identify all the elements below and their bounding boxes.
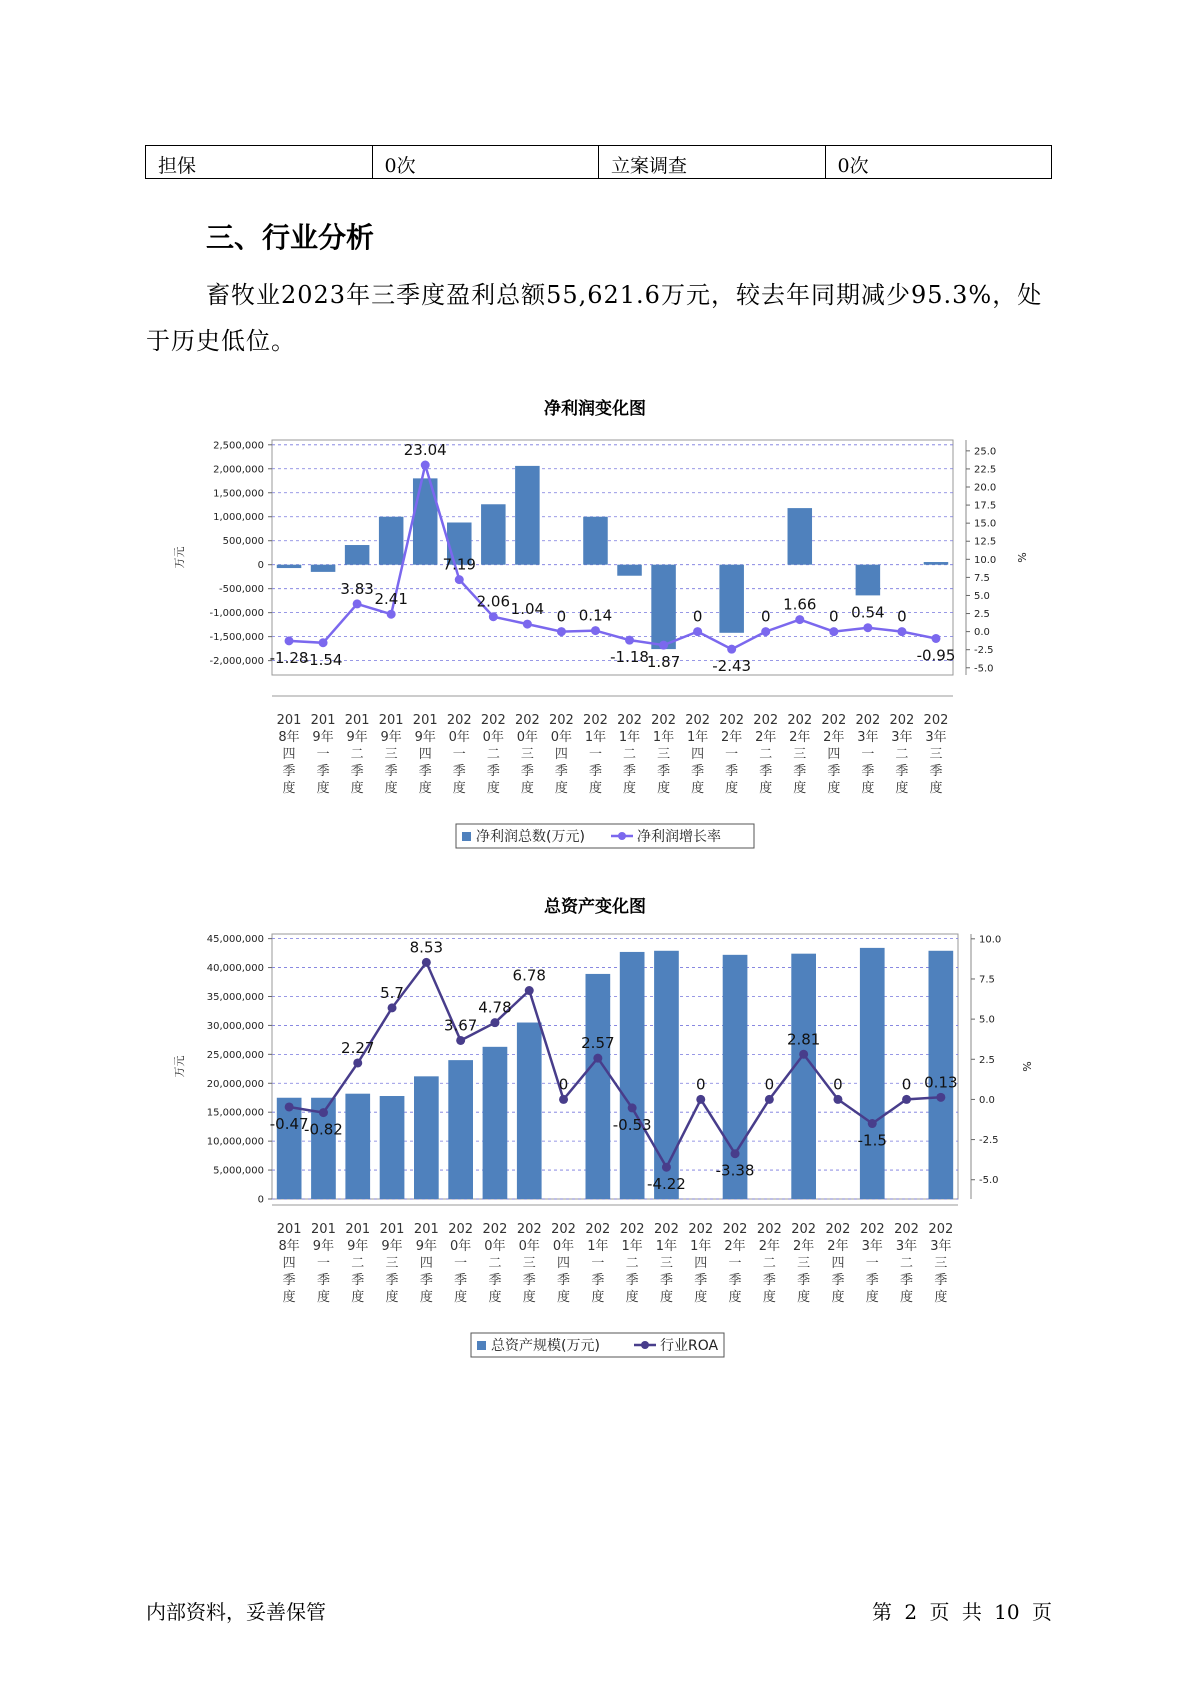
y2-tick-label: 15.0 <box>974 518 997 530</box>
y-tick-label: -1,500,000 <box>209 632 264 644</box>
x-tick-label: 202 3年二季度 <box>889 713 915 796</box>
line-point <box>559 1095 568 1104</box>
data-label: 1.04 <box>510 600 545 619</box>
x-tick-label: 202 2年四季度 <box>825 1222 851 1305</box>
bar <box>414 1076 439 1199</box>
line-point <box>829 627 838 636</box>
line-point <box>353 1058 362 1067</box>
line-point <box>625 636 634 645</box>
line-point <box>557 627 566 636</box>
total-assets-chart <box>140 888 1050 1354</box>
x-tick-label: 202 1年四季度 <box>688 1222 714 1305</box>
line-point <box>285 1102 294 1111</box>
y2-tick-label: 10.0 <box>979 934 1002 946</box>
bar <box>586 974 611 1199</box>
x-tick-label: 202 3年一季度 <box>859 1222 885 1305</box>
y2-tick-label: 17.5 <box>974 500 997 512</box>
x-tick-label: 201 9年二季度 <box>345 1222 371 1305</box>
data-label: 3.83 <box>340 579 374 598</box>
line-point <box>591 626 600 635</box>
chart-svg <box>140 888 1050 1354</box>
line-point <box>696 1095 705 1104</box>
bar <box>345 545 370 565</box>
x-tick-label: 202 0年二季度 <box>482 1222 508 1305</box>
data-label: 7.19 <box>442 555 476 574</box>
y2-tick-label: 20.0 <box>974 482 997 494</box>
y-tick-label: 45,000,000 <box>206 934 264 946</box>
table-cell: 立案调查 <box>599 146 826 179</box>
bar <box>617 565 642 576</box>
y2-tick-label: 0.0 <box>979 1094 995 1106</box>
y2-tick-label: -2.5 <box>974 645 994 657</box>
data-label: -0.53 <box>612 1115 652 1134</box>
line-point <box>931 634 940 643</box>
line-point <box>731 1149 740 1158</box>
line-point <box>902 1095 911 1104</box>
y2-tick-label: 2.5 <box>974 609 990 621</box>
y-tick-label: 2,500,000 <box>213 440 264 452</box>
data-label: 0.13 <box>924 1073 958 1092</box>
bar <box>277 1098 302 1199</box>
x-tick-label: 202 0年三季度 <box>514 713 540 796</box>
y-tick-label: 500,000 <box>222 536 264 548</box>
data-label: 0.54 <box>851 603 885 622</box>
line-point <box>456 1036 465 1045</box>
line-point <box>490 1018 499 1027</box>
legend-bar-swatch <box>462 832 471 841</box>
line-point <box>353 599 362 608</box>
line-point <box>693 627 702 636</box>
y-tick-label: -2,000,000 <box>209 656 264 668</box>
data-label: -0.95 <box>916 646 956 665</box>
data-label: 23.04 <box>403 441 447 460</box>
chart-title: 总资产变化图 <box>544 897 646 917</box>
line-point <box>422 958 431 967</box>
data-label: 0 <box>901 1075 912 1094</box>
data-label: -1.5 <box>857 1131 887 1150</box>
y2-tick-label: 22.5 <box>974 464 997 476</box>
x-tick-label: 202 3年二季度 <box>894 1222 919 1305</box>
y2-tick-label: 7.5 <box>974 572 990 584</box>
x-tick-label: 201 8年四季度 <box>276 1222 302 1305</box>
x-tick-label: 201 9年三季度 <box>379 1222 405 1305</box>
data-label: 0 <box>897 607 907 626</box>
line-point <box>662 1163 671 1172</box>
x-tick-label: 202 3年三季度 <box>928 1222 954 1305</box>
y-tick-label: 40,000,000 <box>206 963 264 975</box>
table-cell: 担保 <box>146 146 373 179</box>
bar <box>345 1094 370 1199</box>
y-tick-label: 5,000,000 <box>213 1165 264 1177</box>
y-tick-label: 2,000,000 <box>213 464 264 476</box>
data-label: 0 <box>760 607 771 626</box>
data-label: 6.78 <box>512 966 546 985</box>
legend-label: 净利润总数(万元) <box>476 829 585 845</box>
x-tick-label: 202 1年一季度 <box>585 1222 611 1305</box>
data-label: 2.06 <box>476 592 511 611</box>
bar <box>515 466 540 565</box>
line-point <box>761 627 770 636</box>
net-profit-chart <box>140 390 1050 845</box>
x-tick-label: 202 2年二季度 <box>756 1222 782 1305</box>
legend-label: 总资产规模(万元) <box>491 1338 600 1354</box>
y2-tick-label: -5.0 <box>974 663 994 675</box>
data-label: 0 <box>558 1075 569 1094</box>
table-row <box>146 146 1052 179</box>
x-tick-label: 202 2年一季度 <box>719 713 745 796</box>
line-point <box>489 612 498 621</box>
analysis-paragraph: 畜牧业2023年三季度盈利总额55,621.6万元，较去年同期减少95.3%，处于历史低位。 <box>146 281 1043 355</box>
x-tick-label: 202 1年四季度 <box>685 713 711 796</box>
plot-area <box>269 934 958 1199</box>
x-tick-label: 202 1年一季度 <box>583 713 608 796</box>
y2-tick-label: -2.5 <box>979 1135 999 1147</box>
data-label: 0 <box>764 1075 775 1094</box>
data-label: -0.47 <box>269 1114 309 1133</box>
line-point <box>863 623 872 632</box>
y-tick-label: -1,000,000 <box>209 608 264 620</box>
data-label: 4.78 <box>478 998 512 1017</box>
bar <box>483 1047 508 1199</box>
x-tick-label: 201 8年四季度 <box>276 713 302 796</box>
line-point <box>523 620 532 629</box>
x-tick-label: 201 9年四季度 <box>413 1222 439 1305</box>
y-tick-label: 0 <box>257 560 264 572</box>
y-tick-label: 15,000,000 <box>206 1107 264 1119</box>
x-tick-label: 202 2年三季度 <box>791 1222 817 1305</box>
footer-page-number: 第 2 页 共 10 页 <box>872 1600 1052 1624</box>
legend-bar-swatch <box>477 1341 486 1350</box>
x-tick-label: 202 0年二季度 <box>480 713 506 796</box>
bar <box>583 517 608 565</box>
y2-tick-label: 12.5 <box>974 536 997 548</box>
line-point <box>421 461 430 470</box>
y2-tick-label: 7.5 <box>979 974 995 986</box>
y2-tick-label: 5.0 <box>979 1014 995 1026</box>
data-label: 3.67 <box>443 1016 478 1035</box>
table-cell: 0次 <box>372 146 599 179</box>
x-tick-label: 202 0年四季度 <box>551 1222 576 1305</box>
bar <box>517 1023 542 1199</box>
bar <box>788 508 813 565</box>
legend-line-marker <box>641 1341 649 1349</box>
data-label: 1.66 <box>783 595 817 614</box>
line-point <box>833 1095 842 1104</box>
line-point <box>868 1119 877 1128</box>
line-point <box>628 1103 637 1112</box>
y2-tick-label: 0.0 <box>974 627 990 639</box>
data-label: 0 <box>695 1075 706 1094</box>
y-tick-label: 25,000,000 <box>206 1049 264 1061</box>
data-label: 0 <box>692 607 703 626</box>
y-axis-title: 万元 <box>173 546 186 569</box>
line-point <box>765 1095 774 1104</box>
data-label: -2.43 <box>712 657 752 676</box>
bar <box>719 565 744 633</box>
bar <box>311 565 336 572</box>
line-point <box>593 1054 602 1063</box>
x-tick-label: 201 9年一季度 <box>311 1222 336 1305</box>
x-tick-label: 202 0年一季度 <box>446 713 472 796</box>
data-label: 5.7 <box>380 983 404 1002</box>
bar <box>277 565 302 568</box>
bar <box>481 504 506 564</box>
x-tick-label: 202 0年四季度 <box>549 713 574 796</box>
y2-axis-title: % <box>1020 1061 1033 1072</box>
data-label: -1.54 <box>303 650 343 669</box>
x-tick-label: 202 2年一季度 <box>722 1222 748 1305</box>
bar <box>380 1096 405 1199</box>
line-point <box>319 1108 328 1117</box>
x-tick-label: 202 2年四季度 <box>821 713 847 796</box>
legend-label: 净利润增长率 <box>637 829 721 845</box>
line-point <box>285 636 294 645</box>
line-point <box>897 627 906 636</box>
data-label: -1.28 <box>269 648 309 667</box>
bar <box>651 565 676 649</box>
data-label: -0.82 <box>304 1120 343 1139</box>
data-label: -4.22 <box>647 1175 686 1194</box>
data-label: 2.41 <box>374 590 408 609</box>
bar <box>379 517 404 565</box>
line-point <box>659 641 668 650</box>
x-tick-label: 202 1年二季度 <box>619 1222 645 1305</box>
data-label: 0.14 <box>578 606 613 625</box>
bar <box>924 562 949 565</box>
x-tick-label: 201 9年一季度 <box>310 713 336 796</box>
chart-svg <box>140 390 1050 845</box>
footer-left: 内部资料，妥善保管 <box>146 1600 326 1624</box>
line-point <box>936 1093 945 1102</box>
x-tick-label: 202 1年三季度 <box>654 1222 679 1305</box>
y-tick-label: 0 <box>257 1194 264 1206</box>
bar <box>791 954 816 1199</box>
line-point <box>388 1003 397 1012</box>
line-point <box>455 575 464 584</box>
data-label: -3.38 <box>715 1161 755 1180</box>
y2-tick-label: 5.0 <box>974 590 990 602</box>
data-label: -1.18 <box>610 648 649 667</box>
x-tick-label: 202 0年三季度 <box>516 1222 542 1305</box>
y2-axis-title: % <box>1015 552 1028 563</box>
line-point <box>387 610 396 619</box>
line-point <box>795 615 804 624</box>
y-tick-label: 30,000,000 <box>206 1020 264 1032</box>
data-label: 0 <box>829 607 839 626</box>
y-tick-label: 35,000,000 <box>206 991 264 1003</box>
bar <box>654 951 679 1199</box>
chart-title: 净利润变化图 <box>544 399 646 419</box>
legend-label: 行业ROA <box>660 1338 719 1354</box>
x-tick-label: 202 1年三季度 <box>651 713 676 796</box>
y-tick-label: 10,000,000 <box>206 1136 264 1148</box>
y-tick-label: 1,500,000 <box>213 488 264 500</box>
y2-tick-label: 25.0 <box>974 446 997 458</box>
legend-line-marker <box>618 832 626 840</box>
table-cell: 0次 <box>825 146 1052 179</box>
x-tick-label: 202 2年三季度 <box>787 713 813 796</box>
x-tick-label: 201 9年三季度 <box>378 713 404 796</box>
line-point <box>799 1050 808 1059</box>
y-tick-label: -500,000 <box>219 584 264 596</box>
y2-tick-label: -5.0 <box>979 1175 999 1187</box>
info-table <box>145 145 1052 179</box>
bar <box>857 948 887 1199</box>
y-tick-label: 20,000,000 <box>206 1078 264 1090</box>
y2-tick-label: 10.0 <box>974 554 997 566</box>
bar <box>620 952 645 1199</box>
data-label: 1.87 <box>646 653 681 672</box>
bar <box>448 1060 473 1199</box>
y-axis-title: 万元 <box>173 1055 186 1078</box>
y2-tick-label: 2.5 <box>979 1054 995 1066</box>
bar <box>856 565 881 596</box>
line-point <box>727 645 736 654</box>
data-label: 0 <box>833 1075 843 1094</box>
data-label: 0 <box>556 607 567 626</box>
x-tick-label: 202 0年一季度 <box>448 1222 474 1305</box>
x-tick-label: 201 9年二季度 <box>344 713 370 796</box>
data-label: 8.53 <box>409 938 444 957</box>
x-tick-label: 202 3年三季度 <box>923 713 949 796</box>
section-title: 三、行业分析 <box>206 221 375 254</box>
line-point <box>319 638 328 647</box>
line-point <box>525 986 534 995</box>
data-label: 2.27 <box>341 1038 375 1057</box>
data-label: 2.81 <box>786 1030 821 1049</box>
x-tick-label: 202 1年二季度 <box>617 713 642 796</box>
plot-area <box>269 440 953 675</box>
x-tick-label: 202 2年二季度 <box>753 713 779 796</box>
x-tick-label: 202 3年一季度 <box>855 713 881 796</box>
x-tick-label: 201 9年四季度 <box>412 713 438 796</box>
y-tick-label: 1,000,000 <box>213 512 264 524</box>
data-label: 2.57 <box>581 1034 615 1053</box>
